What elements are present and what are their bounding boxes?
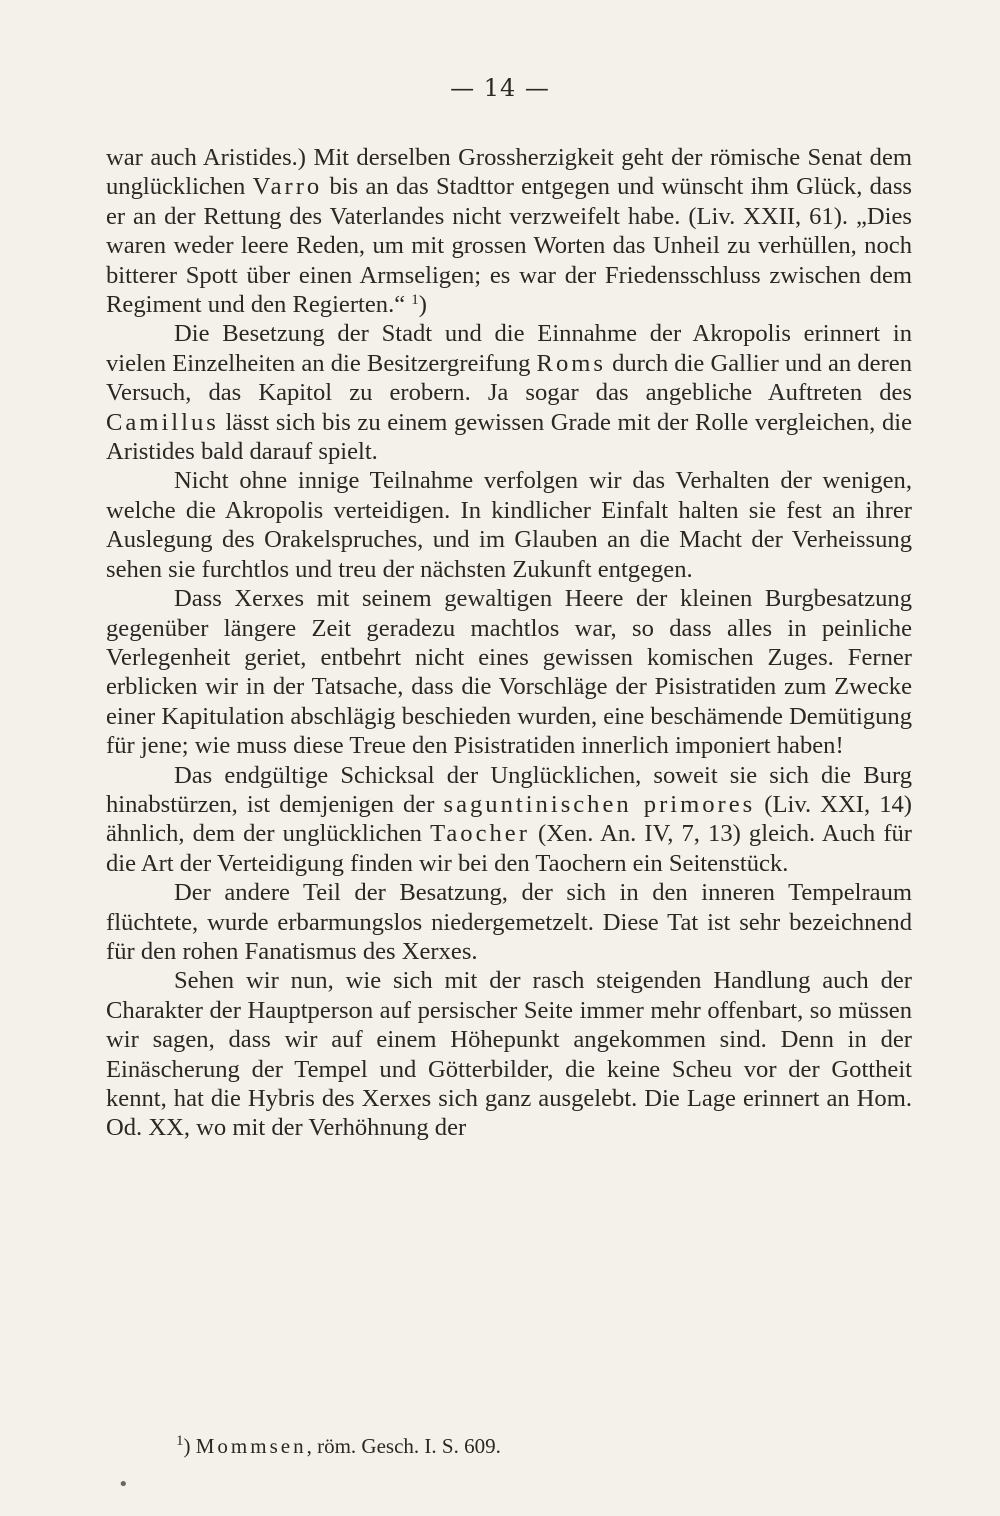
spaced-name-varro: Varro xyxy=(252,173,323,201)
footnote-reference: 1 xyxy=(411,292,419,309)
spaced-name-camillus: Camillus xyxy=(106,408,219,436)
page-number: — 14 — xyxy=(450,74,550,102)
paragraph-2: Die Besetzung der Stadt und die Einnahme der Akropolis erinnert in vielen Einzelheiten an die Besitzergreifung Roms durch die Gallier und an deren Versuch, das Kapitol zu erobern. Ja sogar das angebliche Auftreten des Camillus lässt sich bis zu einem gewissen Grade mit der Rolle vergleichen, die Aristides bald darauf spielt. xyxy=(106,320,912,466)
footnote: $^1$) Mommsen, röm. Gesch. I. S. 609. xyxy=(176,1433,501,1458)
body-text xyxy=(106,143,912,1143)
spaced-name-roms: Roms xyxy=(536,349,606,377)
spaced-term-saguntinischen-primores: saguntinischen primores xyxy=(443,790,756,818)
footnote-author: Mommsen xyxy=(195,1434,307,1458)
paragraph-5: Das endgültige Schicksal der Unglücklichen, soweit sie sich die Burg hinabstürzen, ist demjenigen der saguntinischen primores (Liv. XXI, 14) ähnlich, dem der unglücklichen Taocher (Xen. An. IV, 7, 13) gleich. Auch für die Art der Verteidigung finden wir bei den Taochern ein Seitenstück. xyxy=(106,761,912,877)
paragraph-4: Dass Xerxes mit seinem gewaltigen Heere der kleinen Burgbesatzung gegenüber längere Zeit geradezu machtlos war, so dass alles in peinliche Verlegenheit geriet, entbehrt nicht eines gewissen komischen Zuges. Ferner erblicken wir in der Tatsache, dass die Vorschläge der Pisistratiden zum Zwecke einer Kapitulation abschlägig beschieden wurden, eine beschämende Demütigung für jene; wie muss diese Treue den Pisistratiden innerlich imponiert haben! xyxy=(106,585,912,760)
paragraph-1: war auch Aristides.) Mit derselben Grossherzigkeit geht der römische Senat dem unglücklichen Varro bis an das Stadttor entgegen und wünscht ihm Glück, dass er an der Rettung des Vaterlandes nicht verzweifelt habe. (Liv. XXII, 61). „Dies waren weder leere Reden, um mit grossen Worten das Unheil zu verhüllen, noch bitterer Spott über einen Armseligen; es war der Friedensschluss zwischen dem Regiment und den Regierten.“ $^1$) xyxy=(106,144,912,319)
footnote-marker: 1 xyxy=(176,1433,184,1449)
paragraph-7: Sehen wir nun, wie sich mit der rasch steigenden Handlung auch der Charakter der Hauptperson auf persischer Seite immer mehr offenbart, so müssen wir sagen, dass wir auf einem Höhepunkt angekommen sind. Denn in der Einäscherung der Tempel und Götterbilder, die keine Scheu vor der Gottheit kennt, hat die Hybris des Xerxes sich ganz ausgelebt. Die Lage erinnert an Hom. Od. XX, wo mit der Verhöhnung der xyxy=(106,967,912,1142)
stray-mark: • xyxy=(118,1474,129,1495)
paragraph-3: Nicht ohne innige Teilnahme verfolgen wir das Verhalten der wenigen, welche die Akropolis verteidigen. In kindlicher Einfalt halten sie fest an ihrer Auslegung des Orakelspruches, und im Glauben an die Macht der Verheissung sehen sie furchtlos und treu der nächsten Zukunft entgegen. xyxy=(106,467,912,583)
spaced-term-taocher: Taocher xyxy=(430,820,530,848)
paragraph-6: Der andere Teil der Besatzung, der sich in den inneren Tempelraum flüchtete, wurde erbarmungslos niedergemetzelt. Diese Tat ist sehr bezeichnend für den rohen Fanatismus des Xerxes. xyxy=(106,879,912,965)
footnote-text: , röm. Gesch. I. S. 609. xyxy=(306,1434,501,1458)
